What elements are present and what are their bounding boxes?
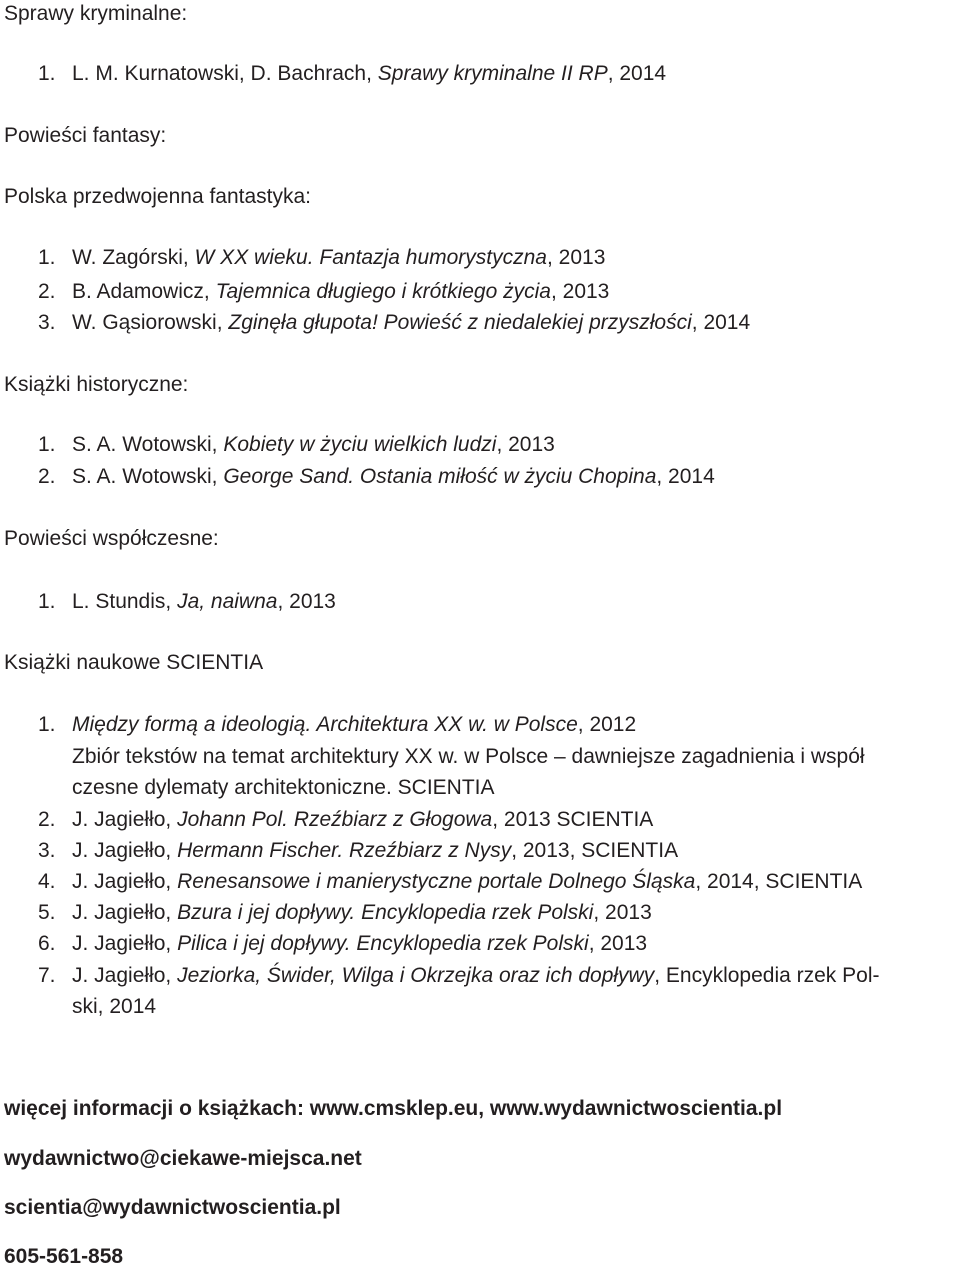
list-item-continuation: ski, 2014	[72, 995, 157, 1018]
year: , 2013, SCIENTIA	[511, 839, 679, 862]
phone-number: 605-561-858	[4, 1245, 124, 1268]
year: , Encyklopedia rzek Pol-	[654, 964, 880, 987]
author: J. Jagiełło,	[72, 932, 178, 955]
list-item	[38, 964, 880, 988]
author: J. Jagiełło,	[72, 964, 178, 987]
list-number: 1.	[38, 713, 56, 736]
year: , 2014	[607, 62, 667, 85]
book-title: Johann Pol. Rzeźbiarz z Głogowa	[177, 808, 493, 831]
list-item	[38, 246, 605, 270]
list-number: 3.	[38, 839, 56, 862]
book-title: Zginęła głupota! Powieść z niedalekiej przyszłości	[228, 311, 692, 334]
list-item	[38, 932, 647, 956]
list-number: 1.	[38, 246, 56, 269]
section-subheading-fantasy: Polska przedwojenna fantastyka:	[4, 185, 312, 208]
author: W. Gąsiorowski,	[72, 311, 229, 334]
list-item	[38, 713, 636, 737]
list-item	[38, 808, 653, 832]
list-item	[38, 433, 555, 457]
book-title: Pilica i jej dopływy. Encyklopedia rzek Polski	[177, 932, 589, 955]
year: , 2013	[277, 590, 336, 613]
section-heading-crime: Sprawy kryminalne:	[4, 2, 188, 25]
year: , 2013	[550, 280, 610, 303]
more-info-links: więcej informacji o książkach: www.cmsklep.eu, www.wydawnictwoscientia.pl	[4, 1097, 783, 1120]
list-item	[38, 839, 678, 863]
book-title: Tajemnica długiego i krótkiego życia	[215, 280, 551, 303]
list-number: 3.	[38, 311, 56, 334]
list-item	[38, 465, 715, 489]
list-item-continuation: czesne dylematy architektoniczne. SCIENTIA	[72, 776, 495, 799]
year: , 2013 SCIENTIA	[492, 808, 654, 831]
book-title: Ja, naiwna	[177, 590, 278, 613]
year: , 2014	[691, 311, 751, 334]
author: S. A. Wotowski,	[72, 433, 224, 456]
author: J. Jagiełło,	[72, 870, 178, 893]
year: , 2013	[496, 433, 555, 456]
year: , 2012	[577, 713, 637, 736]
list-number: 5.	[38, 901, 56, 924]
list-number: 7.	[38, 964, 56, 987]
book-title: Jeziorka, Świder, Wilga i Okrzejka oraz ich dopływy	[177, 964, 655, 987]
book-title: Sprawy kryminalne II RP	[377, 62, 608, 85]
list-number: 2.	[38, 280, 56, 303]
list-number: 4.	[38, 870, 56, 893]
email-scientia: scientia@wydawnictwoscientia.pl	[4, 1196, 341, 1219]
author: J. Jagiełło,	[72, 839, 178, 862]
section-heading-modern: Powieści współczesne:	[4, 527, 219, 550]
section-heading-science: Książki naukowe SCIENTIA	[4, 651, 264, 674]
list-item-continuation: Zbiór tekstów na temat architektury XX w. w Polsce – dawniejsze zagadnienia i współ	[72, 745, 865, 768]
list-item	[38, 870, 862, 894]
book-title: W XX wieku. Fantazja humorystyczna	[194, 246, 547, 269]
year: , 2013	[588, 932, 648, 955]
list-number: 2.	[38, 808, 56, 831]
list-item	[38, 901, 652, 925]
year: , 2013	[593, 901, 652, 924]
author: S. A. Wotowski,	[72, 465, 224, 488]
list-number: 2.	[38, 465, 56, 488]
book-title: Hermann Fischer. Rzeźbiarz z Nysy	[177, 839, 512, 862]
author: J. Jagiełło,	[72, 901, 178, 924]
list-number: 1.	[38, 433, 56, 456]
author: B. Adamowicz,	[72, 280, 216, 303]
book-title: George Sand. Ostania miłość w życiu Chopina	[223, 465, 657, 488]
list-item	[38, 311, 750, 335]
book-title: Między formą a ideologią. Architektura XX w. w Polsce	[72, 713, 578, 736]
list-number: 1.	[38, 62, 56, 85]
year: , 2014	[656, 465, 715, 488]
book-title: Kobiety w życiu wielkich ludzi	[223, 433, 497, 456]
list-item	[38, 590, 336, 614]
book-title: Renesansowe i manierystyczne portale Dolnego Śląska	[177, 870, 696, 893]
author: L. Stundis,	[72, 590, 178, 613]
year: , 2013	[547, 246, 606, 269]
list-number: 6.	[38, 932, 56, 955]
book-title: Bzura i jej dopływy. Encyklopedia rzek Polski	[177, 901, 594, 924]
year: , 2014, SCIENTIA	[695, 870, 863, 893]
author: L. M. Kurnatowski, D. Bachrach,	[72, 62, 378, 85]
author: J. Jagiełło,	[72, 808, 178, 831]
email-publisher: wydawnictwo@ciekawe-miejsca.net	[4, 1147, 362, 1170]
section-heading-fantasy: Powieści fantasy:	[4, 124, 167, 147]
list-item	[38, 62, 666, 86]
list-item	[38, 280, 609, 304]
list-number: 1.	[38, 590, 56, 613]
section-heading-history: Książki historyczne:	[4, 373, 189, 396]
author: W. Zagórski,	[72, 246, 195, 269]
